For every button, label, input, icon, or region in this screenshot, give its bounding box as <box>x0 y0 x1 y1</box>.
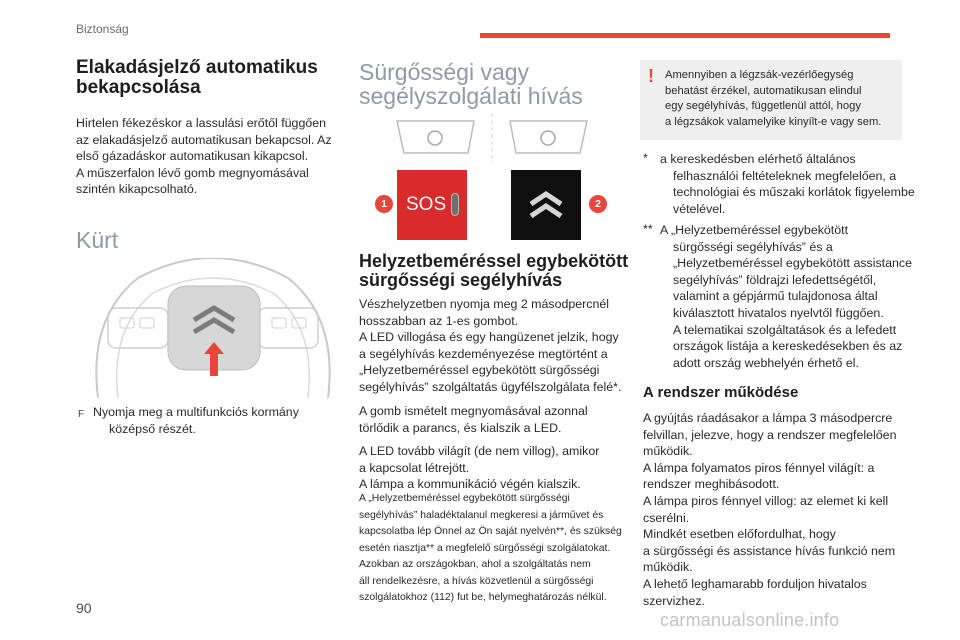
hazard-title <box>76 58 318 98</box>
text-line: a kapcsolat létrejött. <box>359 460 470 475</box>
text-line: segélyhívás” földrajzi lefedettségétől, <box>673 272 877 287</box>
text-line: Azokban az országokban, ahol a szolgáltatás nem <box>359 559 591 570</box>
text-line: kiválasztott hivatalos nyelvtől függően. <box>673 305 884 320</box>
text-line: az elakadásjelző automatikusan bekapcsol. Az <box>76 132 332 147</box>
text-line: A lehető leghamarabb forduljon hivatalos <box>643 576 867 591</box>
text-line: Nyomja meg a multifunkciós kormány <box>93 405 299 419</box>
text-line: Mindkét esetben előfordulhat, hogy <box>643 527 836 542</box>
mirror-illustration <box>392 113 592 163</box>
bullet-icon: F <box>78 409 85 420</box>
emergency-title-line: Sürgősségi vagy <box>359 59 530 85</box>
sos-label: SOS <box>406 194 447 215</box>
text-line: a segélyhívás kezdeményezése megtörtént a <box>359 346 608 361</box>
text-line: A LED tovább világít (de nem villog), amikor <box>359 444 600 458</box>
text-line: a légzsákok valamelyike kinyílt-e vagy sem. <box>665 115 882 128</box>
watermark: carmanualsonline.info <box>660 610 840 630</box>
section-label: Biztonság <box>76 22 129 36</box>
text-line: hosszabban az 1-es gombot. <box>359 313 519 328</box>
footnote-1 <box>660 151 915 217</box>
text-line: A műszerfalon lévő gomb megnyomásával <box>76 165 309 180</box>
text-line: A „Helyzetbeméréssel egybekötött sürgősségi <box>359 493 570 504</box>
text-line: Amennyiben a légzsák-vezérlőegység <box>665 69 854 81</box>
text-line: működik. <box>643 560 693 575</box>
text-line: A „Helyzetbeméréssel egybekötött <box>660 223 849 237</box>
text-line: esetén riasztja** a megfelelő sürgősségi szolgálatokat. <box>359 542 611 554</box>
text-line: szervizhez. <box>643 593 705 608</box>
footnote-2-mark: ** <box>643 222 653 236</box>
text-line: szolgálatokhoz (112) fut be, helymeghatározás nélkül. <box>359 592 607 603</box>
text-line: a sürgősségi és assistance hívás funkció nem <box>643 543 896 558</box>
horn-instruction <box>93 404 299 437</box>
text-line: segélyhívás” haladéktalanul megkeresi a járművet és <box>359 509 604 521</box>
emergency-para-1 <box>359 296 621 396</box>
text-line: segélyhívás” szolgáltatás ügyfélszolgálata felé*. <box>359 379 622 394</box>
steering-wheel-illustration <box>78 258 348 398</box>
airbag-callout-text <box>665 68 881 130</box>
subtitle-line: sürgősségi segélyhívás <box>359 270 563 290</box>
text-line: szintén kikapcsolható. <box>76 182 198 197</box>
text-line: országok listája a kereskedésekben és az <box>673 339 903 354</box>
badge-1: 1 <box>375 195 393 213</box>
citroen-chevron-icon <box>511 170 581 240</box>
emergency-para-2 <box>359 403 588 436</box>
footnote-2 <box>660 222 912 371</box>
text-line: A lámpa a kommunikáció végén kialszik. <box>359 477 581 492</box>
header-accent-bar <box>480 33 890 38</box>
footnote-1-mark: * <box>643 151 648 165</box>
horn-title: Kürt <box>76 227 119 253</box>
text-line: technológiai és műszaki korlátok figyelembe <box>673 185 915 200</box>
emergency-small-print <box>359 491 622 607</box>
text-line: felvillan, jelezve, hogy a rendszer megfelelően <box>643 427 897 442</box>
warning-icon: ! <box>648 66 654 86</box>
text-line: középső részét. <box>109 421 196 436</box>
emergency-para-3 <box>359 443 599 493</box>
text-line: rendszer meghibásodott. <box>643 477 780 492</box>
text-line: a kereskedésben elérhető általános <box>660 152 856 166</box>
hazard-title-line: Elakadásjelző automatikus <box>76 57 318 78</box>
text-line: törlődik a parancs, és kialszik a LED. <box>359 420 562 435</box>
text-line: adott ország webhelyén érhető el. <box>673 355 859 370</box>
system-operation-title: A rendszer működése <box>643 384 799 401</box>
text-line: A gyújtás ráadásakor a lámpa 3 másodpercre <box>643 411 893 425</box>
text-line: működik. <box>643 444 693 459</box>
text-line: Hirtelen fékezéskor a lassulási erőtől függően <box>76 116 327 130</box>
hazard-body <box>76 115 332 198</box>
hazard-title-line: bekapcsolása <box>76 77 201 98</box>
text-line: Vészhelyzetben nyomja meg 2 másodpercnél <box>359 297 610 311</box>
text-line: valamint a gépjármű tulajdonosa által <box>673 289 878 304</box>
text-line: behatást érzékel, automatikusan elindul <box>665 84 862 97</box>
text-line: vételével. <box>673 201 726 216</box>
text-line: sürgősségi segélyhívás” és a <box>673 239 833 254</box>
text-line: A telematikai szolgáltatások és a lefedett <box>673 322 897 337</box>
subtitle-line: Helyzetbeméréssel egybekötött <box>359 251 629 271</box>
text-line: A lámpa folyamatos piros fénnyel világít: a <box>643 460 875 475</box>
text-line: „Helyzetbeméréssel egybekötött sürgősségi <box>359 363 600 378</box>
text-line: A LED villogása és egy hangüzenet jelzik, hogy <box>359 330 619 345</box>
text-line: A gomb ismételt megnyomásával azonnal <box>359 404 588 418</box>
emergency-title <box>359 60 583 108</box>
page-number: 90 <box>76 600 92 616</box>
localized-emergency-title <box>359 252 628 290</box>
text-line: kapcsolatba lép Önnel az Ön saját nyelvén**, és szükség <box>359 526 622 537</box>
system-operation-body <box>643 410 896 609</box>
badge-2: 2 <box>589 195 607 213</box>
text-line: egy segélyhívás, függetlenül attól, hogy <box>665 100 861 112</box>
text-line: „Helyzetbeméréssel egybekötött assistance <box>673 256 912 271</box>
sos-led <box>451 193 459 216</box>
text-line: első gázadáskor automatikusan kikapcsol. <box>76 149 309 164</box>
text-line: áll rendelkezésre, a hívás közvetlenül a sürgősségi <box>359 575 594 587</box>
text-line: cserélni. <box>643 510 690 525</box>
assistance-button[interactable] <box>511 170 581 240</box>
emergency-title-line: segélyszolgálati hívás <box>359 83 583 109</box>
text-line: felhasználói feltételeknek megfelelően, a <box>673 168 897 183</box>
text-line: A lámpa piros fénnyel villog: az elemet ki kell <box>643 493 889 508</box>
